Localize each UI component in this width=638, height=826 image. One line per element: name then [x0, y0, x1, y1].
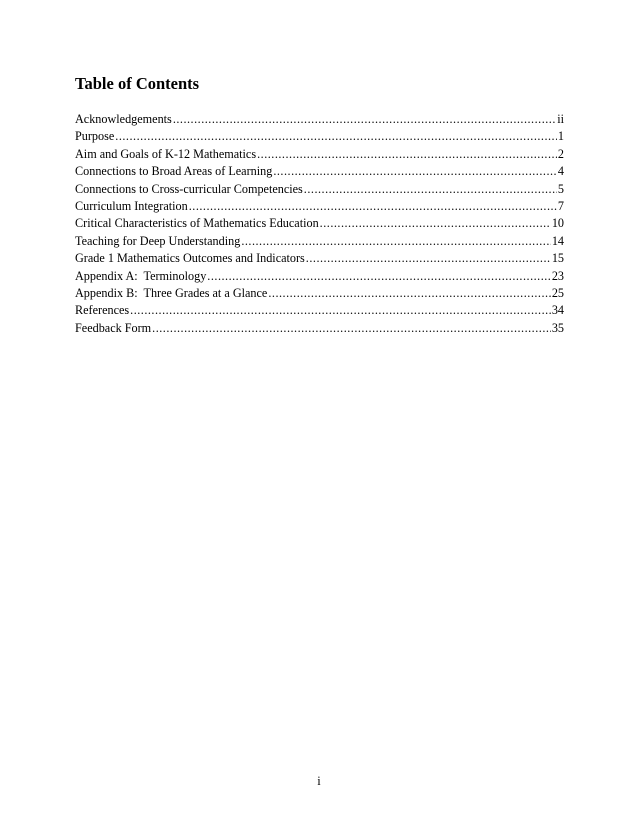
toc-entry-label: Connections to Cross-curricular Competencies	[75, 181, 303, 196]
toc-dot-leader	[257, 146, 557, 163]
toc-entry[interactable]	[75, 128, 564, 145]
toc-entry[interactable]	[75, 163, 564, 180]
toc-entry-label: Grade 1 Mathematics Outcomes and Indicators	[75, 251, 305, 266]
toc-entry-label: Appendix B: Three Grades at a Glance	[75, 285, 268, 300]
toc-entry-label: Aim and Goals of K-12 Mathematics	[75, 146, 257, 161]
toc-entry-label: References	[75, 303, 130, 318]
toc-entry-label: Curriculum Integration	[75, 198, 188, 213]
toc-entry-label: Critical Characteristics of Mathematics Education	[75, 216, 319, 231]
toc-entry-page: 25	[551, 285, 564, 300]
toc-entry-page: 5	[557, 181, 564, 196]
toc-entry-label: Connections to Broad Areas of Learning	[75, 164, 273, 179]
toc-entry-page: 1	[557, 129, 564, 144]
toc-entry-label: Feedback Form	[75, 320, 152, 335]
toc-entry[interactable]	[75, 302, 564, 319]
toc-entry[interactable]	[75, 233, 564, 250]
toc-entry-page: 14	[551, 233, 564, 248]
toc-entry-page: 7	[557, 198, 564, 213]
toc-entry-page: 2	[557, 146, 564, 161]
toc-entry[interactable]	[75, 215, 564, 232]
toc-entry-page: 15	[551, 251, 564, 266]
toc-entry-label: Teaching for Deep Understanding	[75, 233, 241, 248]
toc-dot-leader	[306, 250, 551, 267]
toc-entry-label: Acknowledgements	[75, 112, 172, 126]
toc-entry-page: 4	[557, 164, 564, 179]
toc-list	[75, 111, 564, 337]
toc-entry-page: 10	[551, 216, 564, 231]
toc-dot-leader	[304, 181, 557, 198]
toc-dot-leader	[241, 233, 551, 250]
toc-dot-leader	[130, 302, 551, 319]
toc-entry-page: ii	[557, 112, 564, 126]
toc-dot-leader	[173, 111, 556, 128]
toc-dot-leader	[189, 198, 557, 215]
toc-entry[interactable]	[75, 181, 564, 198]
toc-entry-page: 35	[551, 320, 564, 335]
toc-entry[interactable]	[75, 320, 564, 337]
toc-entry[interactable]	[75, 111, 564, 128]
toc-entry-label: Appendix A: Terminology	[75, 268, 207, 283]
toc-dot-leader	[273, 163, 557, 180]
toc-entry[interactable]	[75, 198, 564, 215]
toc-dot-leader	[268, 285, 550, 302]
toc-entry[interactable]	[75, 146, 564, 163]
toc-entry[interactable]	[75, 285, 564, 302]
toc-entry-label: Purpose	[75, 129, 115, 144]
toc-dot-leader	[152, 320, 551, 337]
toc-entry[interactable]	[75, 268, 564, 285]
page-number: i	[317, 774, 321, 788]
toc-dot-leader	[115, 128, 557, 145]
toc-dot-leader	[320, 215, 551, 232]
toc-entry[interactable]	[75, 250, 564, 267]
toc-dot-leader	[207, 268, 551, 285]
toc-entry-page: 34	[551, 303, 564, 318]
toc-entry-page: 23	[551, 268, 564, 283]
toc-title: Table of Contents	[75, 74, 200, 93]
